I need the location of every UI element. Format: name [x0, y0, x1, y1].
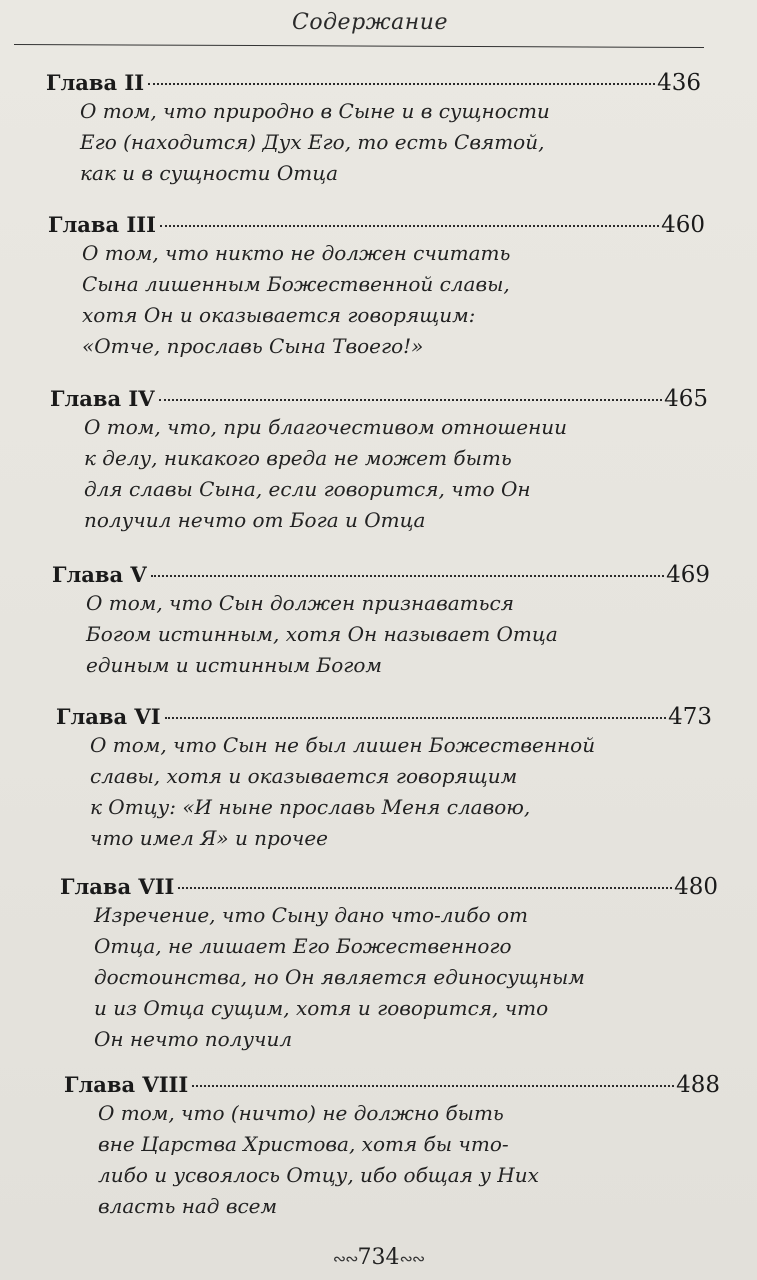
description-line: «Отче, прославь Сына Твоего!»	[82, 334, 424, 358]
toc-entry-head	[60, 874, 718, 900]
chapter-label: Глава VI	[56, 704, 161, 729]
dot-leader	[165, 717, 667, 719]
description-line: как и в сущности Отца	[80, 161, 339, 185]
chapter-description	[80, 96, 701, 189]
toc-entry[interactable]	[56, 704, 712, 854]
description-line: О том, что (ничто) не должно быть	[98, 1101, 504, 1125]
chapter-label: Глава V	[52, 562, 147, 587]
description-line: либо и усвоялось Отцу, ибо общая у Них	[98, 1163, 539, 1187]
description-line: к Отцу: «И ныне прославь Меня славою,	[90, 795, 531, 819]
page-number: 480	[674, 874, 718, 900]
footer-page-number: 734	[357, 1245, 400, 1270]
dot-leader	[151, 575, 664, 577]
chapter-description	[98, 1098, 720, 1222]
page-number: 473	[668, 704, 712, 730]
description-line: О том, что Сын не был лишен Божественной	[90, 733, 596, 757]
dot-leader	[178, 887, 672, 889]
chapter-label: Глава IV	[50, 386, 155, 411]
page-number: 460	[661, 212, 705, 238]
toc-entry[interactable]	[52, 562, 710, 681]
dot-leader	[148, 83, 655, 85]
description-line: вне Царства Христова, хотя бы что-	[98, 1132, 509, 1156]
toc-entry-head	[56, 704, 712, 730]
toc-entry[interactable]	[50, 386, 708, 536]
dot-leader	[192, 1085, 674, 1087]
toc-entry-head	[64, 1072, 720, 1098]
description-line: О том, что, при благочестивом отношении	[84, 415, 568, 439]
description-line: О том, что природно в Сыне и в сущности	[80, 99, 550, 123]
toc-entry-head	[48, 212, 705, 238]
description-line: хотя Он и оказывается говорящим:	[82, 303, 476, 327]
toc-entry-head	[52, 562, 710, 588]
toc-entry[interactable]	[46, 70, 701, 189]
toc-entry-head	[46, 70, 701, 96]
header-title: Содержание	[292, 10, 448, 35]
chapter-description	[90, 730, 712, 854]
toc-entry[interactable]	[60, 874, 718, 1055]
toc-entry[interactable]	[48, 212, 705, 362]
chapter-description	[84, 412, 708, 536]
header-rule	[14, 44, 704, 48]
page-footer	[0, 1245, 757, 1270]
description-line: к делу, никакого вреда не может быть	[84, 446, 512, 470]
description-line: Его (находится) Дух Его, то есть Святой,	[80, 130, 545, 154]
description-line: Богом истинным, хотя Он называет Отца	[86, 622, 558, 646]
chapter-label: Глава II	[46, 70, 145, 95]
page-number: 488	[676, 1072, 720, 1098]
description-line: славы, хотя и оказывается говорящим	[90, 764, 518, 788]
description-line: получил нечто от Бога и Отца	[84, 508, 426, 532]
description-line: для славы Сына, если говорится, что Он	[84, 477, 531, 501]
description-line: достоинства, но Он является единосущным	[94, 965, 585, 989]
chapter-label: Глава III	[48, 212, 156, 237]
page-number: 436	[657, 70, 701, 96]
description-line: Он нечто получил	[94, 1027, 293, 1051]
chapter-label: Глава VIII	[64, 1072, 189, 1097]
toc-entry[interactable]	[64, 1072, 720, 1222]
page-number: 465	[664, 386, 708, 412]
toc-entry-head	[50, 386, 708, 412]
dot-leader	[160, 225, 659, 227]
page-number: 469	[666, 562, 710, 588]
dot-leader	[159, 399, 663, 401]
description-line: Изречение, что Сыну дано что-либо от	[94, 903, 529, 927]
description-line: единым и истинным Богом	[86, 653, 383, 677]
ornament-right-icon: ∾∾	[399, 1248, 425, 1268]
chapter-label: Глава VII	[60, 874, 175, 899]
description-line: Сына лишенным Божественной славы,	[82, 272, 510, 296]
description-line: О том, что никто не должен считать	[82, 241, 511, 265]
description-line: Отца, не лишает Его Божественного	[94, 934, 512, 958]
description-line: и из Отца сущим, хотя и говорится, что	[94, 996, 549, 1020]
chapter-description	[86, 588, 710, 681]
description-line: что имел Я» и прочее	[90, 826, 329, 850]
description-line: власть над всем	[98, 1194, 278, 1218]
chapter-description	[82, 238, 705, 362]
running-header	[0, 8, 757, 48]
description-line: О том, что Сын должен признаваться	[86, 591, 514, 615]
chapter-description	[94, 900, 718, 1055]
ornament-left-icon: ∾∾	[332, 1248, 358, 1268]
